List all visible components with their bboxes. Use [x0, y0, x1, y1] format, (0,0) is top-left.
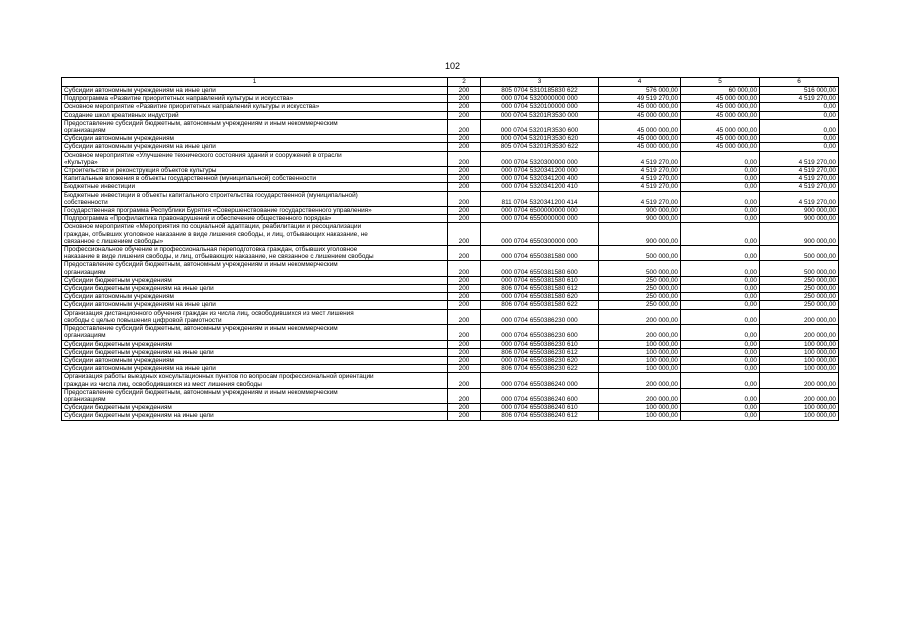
- row-value-4-cell: 250 000,00: [599, 301, 681, 309]
- row-ved-cell: 200: [448, 95, 481, 103]
- row-value-4-cell: 200 000,00: [599, 373, 681, 388]
- row-value-6-cell: 250 000,00: [760, 293, 839, 301]
- row-name-cell: Бюджетные инвестиции: [62, 183, 448, 191]
- row-ved-cell: 200: [448, 388, 481, 403]
- row-name-cell: Государственная программа Республики Бурятия «Совершенствование государственного управления»: [62, 207, 448, 215]
- row-value-4-cell: 250 000,00: [599, 293, 681, 301]
- row-value-6-cell: 250 000,00: [760, 285, 839, 293]
- row-ved-cell: 200: [448, 412, 481, 420]
- row-value-6-cell: 900 000,00: [760, 207, 839, 215]
- row-code-cell: 000 0704 6550386230 620: [481, 356, 599, 364]
- row-code-cell: 000 0704 6550300000 000: [481, 223, 599, 246]
- row-value-5-cell: 0,00: [681, 340, 760, 348]
- table-row: [62, 87, 839, 95]
- row-value-6-cell: 516 000,00: [760, 87, 839, 95]
- row-name-cell: Субсидии бюджетным учреждениям на иные цели: [62, 348, 448, 356]
- row-value-6-cell: 0,00: [760, 135, 839, 143]
- row-code-cell: 805 0704 53201R3530 622: [481, 143, 599, 151]
- table-row: [62, 191, 839, 206]
- row-name-cell: Основное мероприятие «Развитие приоритетных направлений культуры и искусства»: [62, 103, 448, 111]
- table-row: [62, 103, 839, 111]
- row-code-cell: 000 0704 6550381580 000: [481, 246, 599, 261]
- row-value-6-cell: 250 000,00: [760, 301, 839, 309]
- row-code-cell: 000 0704 6550386230 610: [481, 340, 599, 348]
- row-name-cell: Субсидии бюджетным учреждениям: [62, 404, 448, 412]
- table-row: [62, 356, 839, 364]
- row-code-cell: 000 0704 53201R3530 620: [481, 135, 599, 143]
- table-row: [62, 143, 839, 151]
- row-name-cell: Создание школ креативных индустрий: [62, 111, 448, 119]
- row-value-5-cell: 0,00: [681, 151, 760, 166]
- table-row: [62, 135, 839, 143]
- row-value-6-cell: 4 519 270,00: [760, 175, 839, 183]
- row-name-cell: Предоставление субсидий бюджетным, автономным учреждениям и иным некоммерческим организациям: [62, 119, 448, 134]
- row-value-5-cell: 0,00: [681, 388, 760, 403]
- row-code-cell: 806 0704 6550381580 612: [481, 285, 599, 293]
- row-value-4-cell: 4 519 270,00: [599, 183, 681, 191]
- table-row: [62, 309, 839, 324]
- row-ved-cell: 200: [448, 276, 481, 284]
- row-value-4-cell: 100 000,00: [599, 340, 681, 348]
- row-value-5-cell: 0,00: [681, 309, 760, 324]
- table-row: [62, 207, 839, 215]
- row-name-cell: Предоставление субсидий бюджетным, автономным учреждениям и иным некоммерческим организациям: [62, 325, 448, 340]
- row-code-cell: 000 0704 53201R3530 000: [481, 111, 599, 119]
- row-value-5-cell: 0,00: [681, 285, 760, 293]
- row-code-cell: 000 0704 5320341200 400: [481, 175, 599, 183]
- table-header: [62, 78, 839, 87]
- row-value-5-cell: 45 000 000,00: [681, 95, 760, 103]
- header-cell-1: 1: [62, 78, 448, 87]
- row-value-6-cell: 100 000,00: [760, 356, 839, 364]
- row-name-cell: Организация дистанционного обучения граждан из числа лиц, освободившихся из мест лишения свободы с целью повышения цифровой грамотности: [62, 309, 448, 324]
- table-row: [62, 95, 839, 103]
- row-value-6-cell: 100 000,00: [760, 404, 839, 412]
- row-code-cell: 000 0704 5320300000 000: [481, 151, 599, 166]
- row-code-cell: 000 0704 5320000000 000: [481, 95, 599, 103]
- row-value-4-cell: 100 000,00: [599, 412, 681, 420]
- row-value-6-cell: 0,00: [760, 111, 839, 119]
- row-code-cell: 806 0704 6550381580 622: [481, 301, 599, 309]
- row-name-cell: Строительство и реконструкция объектов культуры: [62, 167, 448, 175]
- row-value-4-cell: 45 000 000,00: [599, 135, 681, 143]
- row-value-5-cell: 0,00: [681, 175, 760, 183]
- row-code-cell: 806 0704 6550386240 612: [481, 412, 599, 420]
- table-row: [62, 223, 839, 246]
- row-name-cell: Субсидии автономным учреждениям: [62, 293, 448, 301]
- row-value-4-cell: 900 000,00: [599, 215, 681, 223]
- row-value-4-cell: 100 000,00: [599, 404, 681, 412]
- table-row: [62, 183, 839, 191]
- row-name-cell: Субсидии бюджетным учреждениям на иные цели: [62, 412, 448, 420]
- row-value-4-cell: 250 000,00: [599, 276, 681, 284]
- row-value-6-cell: 200 000,00: [760, 325, 839, 340]
- row-value-4-cell: 45 000 000,00: [599, 119, 681, 134]
- row-value-5-cell: 0,00: [681, 348, 760, 356]
- row-name-cell: Субсидии бюджетным учреждениям: [62, 340, 448, 348]
- row-value-6-cell: 500 000,00: [760, 261, 839, 276]
- row-code-cell: 000 0704 5320341200 410: [481, 183, 599, 191]
- row-code-cell: 000 0704 5320341200 000: [481, 167, 599, 175]
- row-value-4-cell: 45 000 000,00: [599, 143, 681, 151]
- row-value-4-cell: 4 519 270,00: [599, 191, 681, 206]
- row-value-5-cell: 60 000,00: [681, 87, 760, 95]
- row-value-6-cell: 100 000,00: [760, 365, 839, 373]
- row-value-4-cell: 100 000,00: [599, 365, 681, 373]
- table-row: [62, 365, 839, 373]
- row-value-5-cell: 0,00: [681, 301, 760, 309]
- row-value-6-cell: 250 000,00: [760, 276, 839, 284]
- row-value-5-cell: 0,00: [681, 365, 760, 373]
- row-code-cell: 000 0704 6550386240 600: [481, 388, 599, 403]
- table-row: [62, 261, 839, 276]
- row-code-cell: 000 0704 53201R3530 600: [481, 119, 599, 134]
- row-ved-cell: 200: [448, 285, 481, 293]
- row-value-6-cell: 0,00: [760, 119, 839, 134]
- row-value-6-cell: 100 000,00: [760, 340, 839, 348]
- row-value-6-cell: 200 000,00: [760, 388, 839, 403]
- table-body: [62, 87, 839, 421]
- header-row: [62, 78, 839, 87]
- row-ved-cell: 200: [448, 151, 481, 166]
- row-ved-cell: 200: [448, 348, 481, 356]
- row-value-5-cell: 0,00: [681, 207, 760, 215]
- row-value-5-cell: 0,00: [681, 246, 760, 261]
- row-value-6-cell: 200 000,00: [760, 309, 839, 324]
- row-value-5-cell: 0,00: [681, 293, 760, 301]
- row-value-5-cell: 0,00: [681, 412, 760, 420]
- row-name-cell: Субсидии бюджетным учреждениям на иные цели: [62, 285, 448, 293]
- header-cell-2: 2: [448, 78, 481, 87]
- row-name-cell: Капитальные вложения в объекты государственной (муниципальной) собственности: [62, 175, 448, 183]
- row-value-4-cell: 250 000,00: [599, 285, 681, 293]
- table-row: [62, 293, 839, 301]
- row-value-4-cell: 900 000,00: [599, 207, 681, 215]
- row-value-6-cell: 200 000,00: [760, 373, 839, 388]
- row-code-cell: 000 0704 6550386230 600: [481, 325, 599, 340]
- row-name-cell: Подпрограмма «Развитие приоритетных направлений культуры и искусства»: [62, 95, 448, 103]
- row-code-cell: 811 0704 5320341200 414: [481, 191, 599, 206]
- row-value-5-cell: 0,00: [681, 167, 760, 175]
- table-row: [62, 412, 839, 420]
- row-value-5-cell: 45 000 000,00: [681, 103, 760, 111]
- row-value-6-cell: 100 000,00: [760, 412, 839, 420]
- row-value-6-cell: 4 519 270,00: [760, 183, 839, 191]
- row-ved-cell: 200: [448, 356, 481, 364]
- table-row: [62, 119, 839, 134]
- row-code-cell: 805 0704 5310185830 622: [481, 87, 599, 95]
- row-value-5-cell: 0,00: [681, 356, 760, 364]
- row-name-cell: Бюджетные инвестиции в объекты капитального строительства государственной (муниципальной) собственности: [62, 191, 448, 206]
- row-name-cell: Субсидии автономным учреждениям: [62, 356, 448, 364]
- row-value-6-cell: 0,00: [760, 103, 839, 111]
- row-ved-cell: 200: [448, 373, 481, 388]
- row-value-5-cell: 45 000 000,00: [681, 135, 760, 143]
- row-value-6-cell: 4 519 270,00: [760, 151, 839, 166]
- row-value-5-cell: 45 000 000,00: [681, 119, 760, 134]
- budget-table: [61, 77, 839, 421]
- table-row: [62, 246, 839, 261]
- table-row: [62, 325, 839, 340]
- table-row: [62, 301, 839, 309]
- row-value-4-cell: 4 519 270,00: [599, 175, 681, 183]
- page-number: 102: [444, 61, 461, 71]
- table-row: [62, 215, 839, 223]
- row-code-cell: 000 0704 6550381580 600: [481, 261, 599, 276]
- row-code-cell: 806 0704 6550386230 612: [481, 348, 599, 356]
- row-value-4-cell: 49 519 270,00: [599, 95, 681, 103]
- row-value-5-cell: 0,00: [681, 373, 760, 388]
- row-ved-cell: 200: [448, 119, 481, 134]
- row-ved-cell: 200: [448, 293, 481, 301]
- row-name-cell: Субсидии автономным учреждениям: [62, 135, 448, 143]
- row-value-6-cell: 900 000,00: [760, 215, 839, 223]
- row-ved-cell: 200: [448, 340, 481, 348]
- row-value-5-cell: 0,00: [681, 261, 760, 276]
- row-ved-cell: 200: [448, 246, 481, 261]
- row-ved-cell: 200: [448, 87, 481, 95]
- row-ved-cell: 200: [448, 111, 481, 119]
- row-ved-cell: 200: [448, 325, 481, 340]
- table-row: [62, 348, 839, 356]
- row-name-cell: Организация работы выездных консультационных пунктов по вопросам профессиональной ориентации граждан из числа лиц, освободившихся из мест лишения свободы: [62, 373, 448, 388]
- row-ved-cell: 200: [448, 301, 481, 309]
- row-code-cell: 000 0704 6550386230 000: [481, 309, 599, 324]
- row-code-cell: 000 0704 6550386240 000: [481, 373, 599, 388]
- row-ved-cell: 200: [448, 261, 481, 276]
- row-ved-cell: 200: [448, 103, 481, 111]
- row-value-6-cell: 500 000,00: [760, 246, 839, 261]
- row-value-4-cell: 500 000,00: [599, 246, 681, 261]
- row-ved-cell: 200: [448, 215, 481, 223]
- table-row: [62, 276, 839, 284]
- row-value-5-cell: 0,00: [681, 404, 760, 412]
- row-code-cell: 806 0704 6550386230 622: [481, 365, 599, 373]
- row-code-cell: 000 0704 6550381580 620: [481, 293, 599, 301]
- row-ved-cell: 200: [448, 175, 481, 183]
- row-value-5-cell: 0,00: [681, 325, 760, 340]
- row-value-6-cell: 900 000,00: [760, 223, 839, 246]
- row-value-4-cell: 100 000,00: [599, 356, 681, 364]
- row-value-4-cell: 500 000,00: [599, 261, 681, 276]
- row-name-cell: Подпрограмма «Профилактика правонарушений и обеспечение общественного порядка»: [62, 215, 448, 223]
- row-name-cell: Предоставление субсидий бюджетным, автономным учреждениям и иным некоммерческим организациям: [62, 388, 448, 403]
- row-ved-cell: 200: [448, 404, 481, 412]
- row-ved-cell: 200: [448, 135, 481, 143]
- row-name-cell: Субсидии автономным учреждениям на иные цели: [62, 301, 448, 309]
- row-name-cell: Основное мероприятие «Улучшение технического состояния зданий и сооружений в отрасли «Культура»: [62, 151, 448, 166]
- header-cell-3: 3: [481, 78, 599, 87]
- row-name-cell: Субсидии автономным учреждениям на иные цели: [62, 87, 448, 95]
- table-row: [62, 404, 839, 412]
- row-name-cell: Субсидии бюджетным учреждениям: [62, 276, 448, 284]
- row-name-cell: Основное мероприятие «Мероприятия по социальной адаптации, реабилитации и ресоциализации граждан, отбывших уголовное наказание в виде лишения свободы, и лиц, отбывающих наказание, не связанное с лишением свободы»: [62, 223, 448, 246]
- row-code-cell: 000 0704 6550000000 000: [481, 215, 599, 223]
- row-value-4-cell: 900 000,00: [599, 223, 681, 246]
- row-ved-cell: 200: [448, 223, 481, 246]
- header-cell-6: 6: [760, 78, 839, 87]
- row-code-cell: 000 0704 5320100000 000: [481, 103, 599, 111]
- row-value-5-cell: 45 000 000,00: [681, 111, 760, 119]
- row-value-5-cell: 45 000 000,00: [681, 143, 760, 151]
- row-ved-cell: 200: [448, 183, 481, 191]
- row-name-cell: Предоставление субсидий бюджетным, автономным учреждениям и иным некоммерческим организациям: [62, 261, 448, 276]
- header-cell-5: 5: [681, 78, 760, 87]
- row-name-cell: Профессиональное обучение и профессиональная переподготовка граждан, отбывших уголовное наказание в виде лишения свободы, и лиц, отбывающих наказание, не связанное с лишением свободы: [62, 246, 448, 261]
- row-value-4-cell: 45 000 000,00: [599, 103, 681, 111]
- row-name-cell: Субсидии автономным учреждениям на иные цели: [62, 365, 448, 373]
- row-value-6-cell: 100 000,00: [760, 348, 839, 356]
- row-value-4-cell: 200 000,00: [599, 309, 681, 324]
- header-cell-4: 4: [599, 78, 681, 87]
- table-row: [62, 373, 839, 388]
- row-value-4-cell: 576 000,00: [599, 87, 681, 95]
- table-row: [62, 175, 839, 183]
- row-value-4-cell: 4 519 270,00: [599, 167, 681, 175]
- row-value-6-cell: 4 519 270,00: [760, 95, 839, 103]
- table-row: [62, 340, 839, 348]
- row-value-4-cell: 200 000,00: [599, 388, 681, 403]
- row-value-5-cell: 0,00: [681, 276, 760, 284]
- row-value-5-cell: 0,00: [681, 191, 760, 206]
- row-value-6-cell: 4 519 270,00: [760, 167, 839, 175]
- row-code-cell: 000 0704 6550381580 610: [481, 276, 599, 284]
- row-value-4-cell: 200 000,00: [599, 325, 681, 340]
- row-ved-cell: 200: [448, 309, 481, 324]
- row-value-5-cell: 0,00: [681, 215, 760, 223]
- row-code-cell: 000 0704 6550386240 610: [481, 404, 599, 412]
- row-value-6-cell: 0,00: [760, 143, 839, 151]
- row-value-4-cell: 100 000,00: [599, 348, 681, 356]
- row-ved-cell: 200: [448, 207, 481, 215]
- row-name-cell: Субсидии автономным учреждениям на иные цели: [62, 143, 448, 151]
- table-row: [62, 388, 839, 403]
- row-ved-cell: 200: [448, 143, 481, 151]
- table-row: [62, 151, 839, 166]
- row-value-4-cell: 45 000 000,00: [599, 111, 681, 119]
- row-value-5-cell: 0,00: [681, 183, 760, 191]
- table-row: [62, 285, 839, 293]
- table-row: [62, 167, 839, 175]
- row-code-cell: 000 0704 6500000000 000: [481, 207, 599, 215]
- row-value-4-cell: 4 519 270,00: [599, 151, 681, 166]
- row-ved-cell: 200: [448, 191, 481, 206]
- row-value-5-cell: 0,00: [681, 223, 760, 246]
- row-ved-cell: 200: [448, 167, 481, 175]
- row-value-6-cell: 4 519 270,00: [760, 191, 839, 206]
- row-ved-cell: 200: [448, 365, 481, 373]
- table-row: [62, 111, 839, 119]
